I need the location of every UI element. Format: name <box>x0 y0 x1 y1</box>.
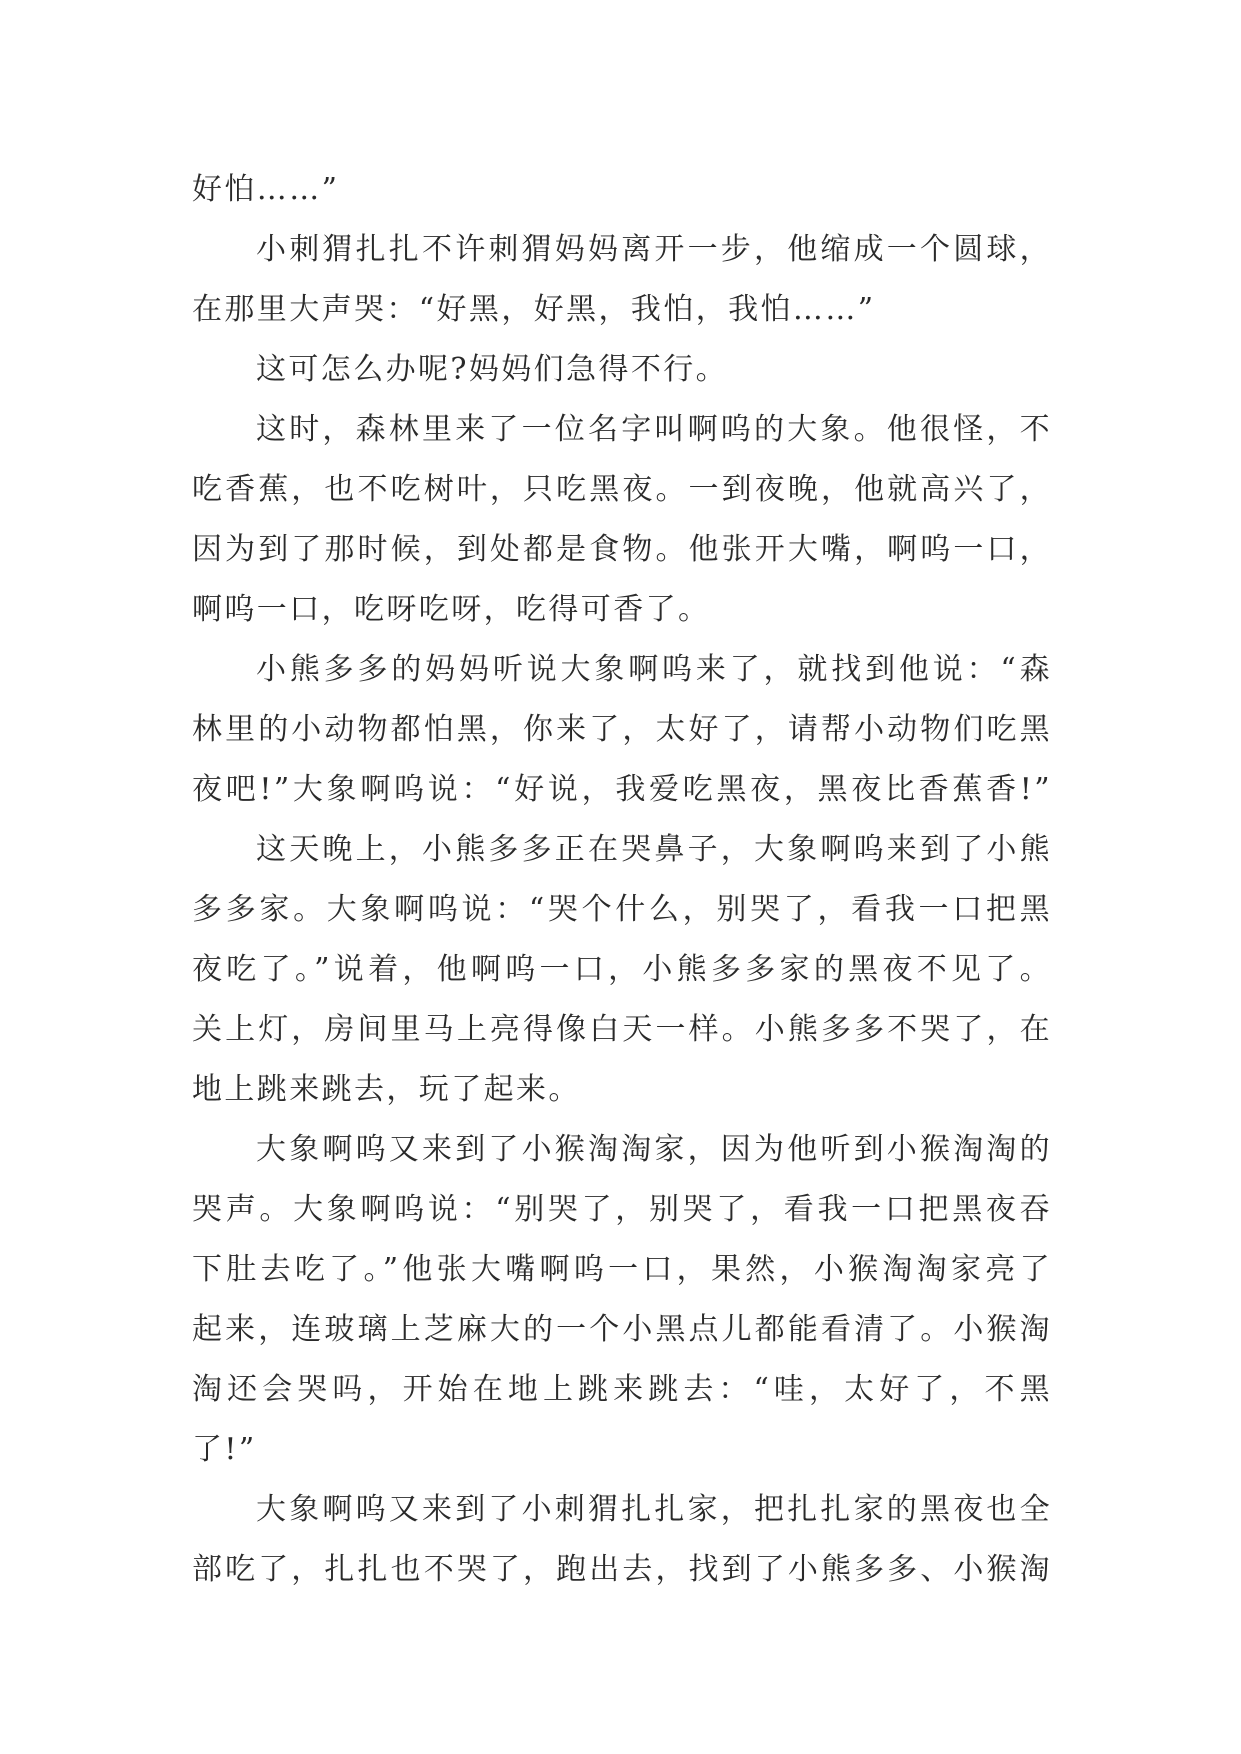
text-line: 多多家。大象啊呜说：“哭个什么，别哭了，看我一口把黑 <box>192 892 1052 927</box>
text-line: 因为到了那时候，到处都是食物。他张开大嘴，啊呜一口， <box>192 532 1052 567</box>
text-line: 小熊多多的妈妈听说大象啊呜来了，就找到他说：“森 <box>256 652 1052 687</box>
text-line: 夜吃了。”说着，他啊呜一口，小熊多多家的黑夜不见了。 <box>192 952 1052 987</box>
text-line: 林里的小动物都怕黑，你来了，太好了，请帮小动物们吃黑 <box>192 712 1052 747</box>
text-line: 哭声。大象啊呜说：“别哭了，别哭了，看我一口把黑夜吞 <box>192 1192 1052 1227</box>
text-line: 部吃了，扎扎也不哭了，跑出去，找到了小熊多多、小猴淘 <box>192 1552 1052 1587</box>
text-line: 在那里大声哭：“好黑，好黑，我怕，我怕……” <box>192 292 876 327</box>
text-line: 小刺猬扎扎不许刺猬妈妈离开一步，他缩成一个圆球， <box>256 232 1052 267</box>
text-line: 好怕……” <box>192 172 340 207</box>
text-line: 大象啊呜又来到了小刺猬扎扎家，把扎扎家的黑夜也全 <box>256 1492 1052 1527</box>
text-line: 这天晚上，小熊多多正在哭鼻子，大象啊呜来到了小熊 <box>256 832 1052 867</box>
text-line: 这可怎么办呢?妈妈们急得不行。 <box>256 352 729 387</box>
text-line: 这时，森林里来了一位名字叫啊呜的大象。他很怪，不 <box>256 412 1052 447</box>
text-line: 起来，连玻璃上芝麻大的一个小黑点儿都能看清了。小猴淘 <box>192 1312 1052 1347</box>
text-line: 啊呜一口，吃呀吃呀，吃得可香了。 <box>192 592 711 627</box>
text-line: 夜吧!”大象啊呜说：“好说，我爱吃黑夜，黑夜比香蕉香!” <box>192 772 1052 807</box>
text-line: 大象啊呜又来到了小猴淘淘家，因为他听到小猴淘淘的 <box>256 1132 1052 1167</box>
text-line: 了!” <box>192 1432 257 1467</box>
story-text <box>192 160 1052 1600</box>
text-line: 地上跳来跳去，玩了起来。 <box>192 1072 581 1107</box>
text-line: 关上灯，房间里马上亮得像白天一样。小熊多多不哭了，在 <box>192 1012 1052 1047</box>
text-line: 下肚去吃了。”他张大嘴啊呜一口，果然，小猴淘淘家亮了 <box>192 1252 1052 1287</box>
text-line: 淘还会哭吗，开始在地上跳来跳去：“哇，太好了，不黑 <box>192 1372 1052 1407</box>
text-line: 吃香蕉，也不吃树叶，只吃黑夜。一到夜晚，他就高兴了， <box>192 472 1052 507</box>
